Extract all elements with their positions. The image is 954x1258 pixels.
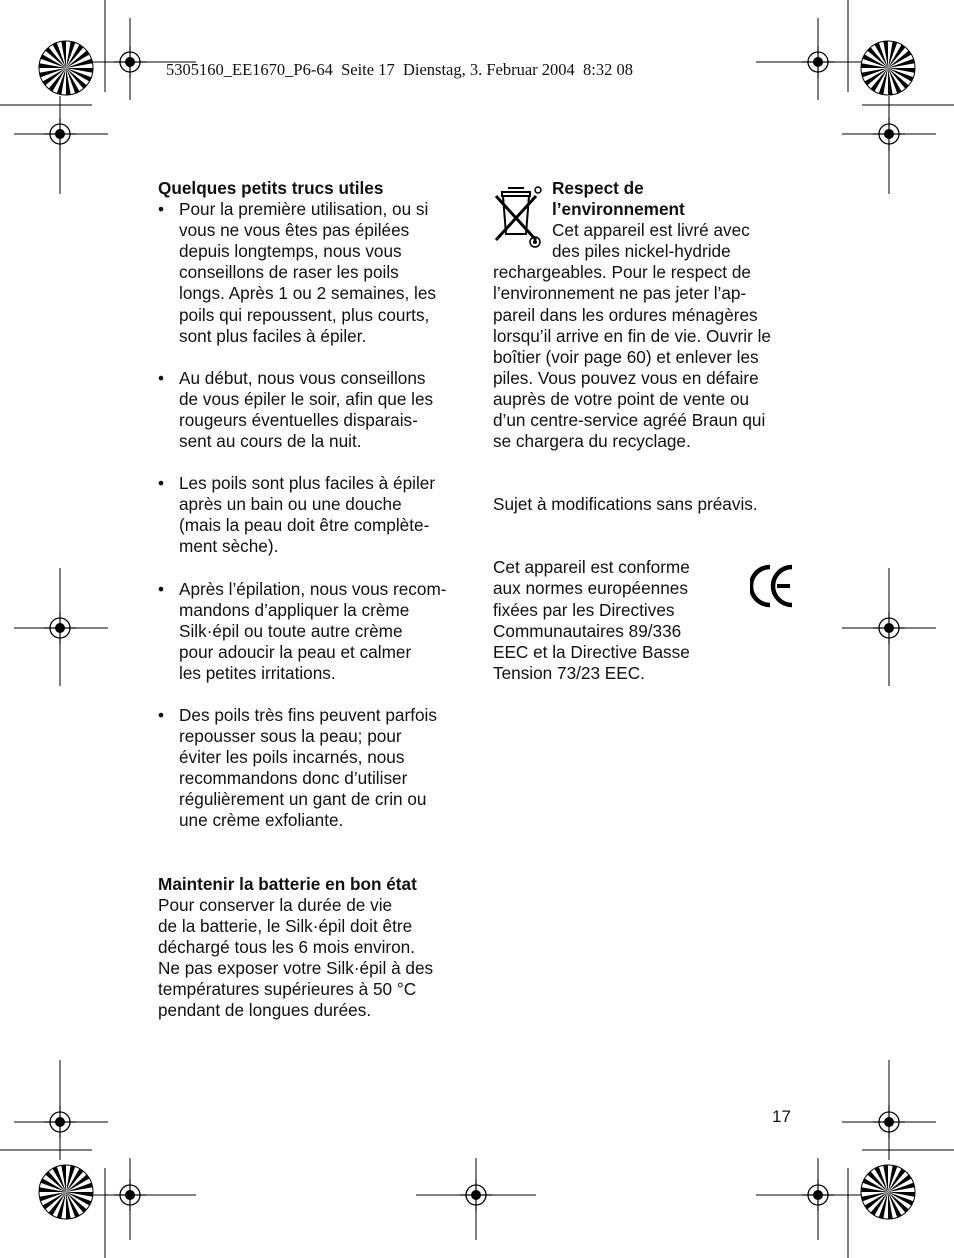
bullet-icon: • bbox=[158, 704, 165, 725]
text-line: Des poils très fins peuvent parfois bbox=[179, 704, 437, 725]
text-line: Silk·épil ou toute autre crème bbox=[179, 620, 403, 641]
text-line: Communautaires 89/336 bbox=[493, 620, 682, 641]
text-line: pour adoucir la peau et calmer bbox=[179, 641, 412, 662]
color-wheel-icon bbox=[861, 1165, 915, 1219]
text-line: aux normes européennes bbox=[493, 578, 688, 599]
bullet-icon: • bbox=[158, 578, 165, 599]
text-line: d’un centre-service agréé Braun qui bbox=[493, 410, 766, 431]
text-line: sent au cours de la nuit. bbox=[179, 431, 362, 452]
text-line: éviter les poils incarnés, nous bbox=[179, 747, 405, 768]
modifications-note: Sujet à modifications sans préavis. bbox=[493, 494, 758, 515]
text-line: l’environnement ne pas jeter l’ap- bbox=[493, 283, 747, 304]
bullet-icon: • bbox=[158, 473, 165, 494]
env-paragraph bbox=[493, 262, 803, 452]
text-line: mandons d’appliquer la crème bbox=[179, 599, 410, 620]
battery-paragraph bbox=[158, 895, 468, 1022]
tip-item bbox=[158, 579, 468, 684]
text-line: recommandons donc d’utiliser bbox=[179, 768, 408, 789]
tip-item bbox=[158, 199, 468, 347]
text-line: températures supérieures à 50 °C bbox=[158, 979, 417, 999]
tip-item bbox=[158, 473, 468, 557]
text-line: régulièrement un gant de crin ou bbox=[179, 789, 427, 810]
text-line: rougeurs éventuelles disparais- bbox=[179, 409, 418, 430]
text-line: pareil dans les ordures ménagères bbox=[493, 304, 758, 325]
text-line: repousser sous la peau; pour bbox=[179, 726, 402, 747]
text-line: conseillons de raser les poils bbox=[179, 262, 399, 283]
env-heading-line1: Respect de bbox=[552, 178, 644, 198]
text-line: Les poils sont plus faciles à épiler bbox=[179, 473, 436, 494]
text-line: Pour la première utilisation, ou si bbox=[179, 199, 429, 220]
text-line: Cet appareil est livré avec bbox=[552, 220, 750, 241]
text-line: de vous épiler le soir, afin que les bbox=[179, 388, 434, 409]
tip-item bbox=[158, 368, 468, 452]
left-column bbox=[158, 178, 468, 1021]
color-wheel-icon bbox=[861, 41, 915, 95]
text-line: Cet appareil est conforme bbox=[493, 557, 690, 578]
env-heading-line2: l’environnement bbox=[552, 199, 685, 220]
text-line: Pour conserver la durée de vie bbox=[158, 894, 393, 915]
text-line: piles. Vous pouvez vous en défaire bbox=[493, 367, 759, 388]
text-line: Tension 73/23 EEC. bbox=[493, 662, 645, 683]
bullet-icon: • bbox=[158, 367, 165, 388]
text-line: ment sèche). bbox=[179, 536, 279, 557]
text-line: une crème exfoliante. bbox=[179, 810, 344, 831]
text-line: se chargera du recyclage. bbox=[493, 431, 691, 452]
text-line: lorsqu’il arrive en fin de vie. Ouvrir le bbox=[493, 325, 771, 346]
tips-list bbox=[158, 199, 468, 831]
text-line: vous ne vous êtes pas épilées bbox=[179, 220, 410, 241]
battery-heading: Maintenir la batterie en bon état bbox=[158, 873, 417, 894]
crossed-bin-icon bbox=[494, 182, 544, 250]
text-line: Ne pas exposer votre Silk·épil à des bbox=[158, 957, 434, 978]
print-header: 5305160_EE1670_P6-64 Seite 17 Dienstag, 3. Februar 2004 8:32 08 bbox=[166, 60, 633, 79]
text-line: auprès de votre point de vente ou bbox=[493, 388, 750, 409]
text-line: déchargé tous les 6 mois environ. bbox=[158, 936, 415, 957]
ce-mark-icon bbox=[750, 563, 796, 609]
text-line: poils qui repoussent, plus courts, bbox=[179, 304, 430, 325]
text-line: Au début, nous vous conseillons bbox=[179, 367, 426, 388]
text-line: EEC et la Directive Basse bbox=[493, 641, 690, 662]
text-line: longs. Après 1 ou 2 semaines, les bbox=[179, 283, 437, 304]
text-line: rechargeables. Pour le respect de bbox=[493, 262, 751, 283]
color-wheel-icon bbox=[39, 1165, 93, 1219]
text-line: fixées par les Directives bbox=[493, 599, 675, 620]
text-line: boîtier (voir page 60) et enlever les bbox=[493, 346, 759, 367]
text-line: de la batterie, le Silk·épil doit être bbox=[158, 915, 413, 936]
text-line: après un bain ou une douche bbox=[179, 494, 402, 515]
text-line: pendant de longues durées. bbox=[158, 1000, 372, 1021]
tips-heading: Quelques petits trucs utiles bbox=[158, 178, 384, 198]
color-wheel-icon bbox=[39, 41, 93, 95]
text-line: sont plus faciles à épiler. bbox=[179, 325, 367, 346]
bullet-icon: • bbox=[158, 199, 165, 220]
text-line: depuis longtemps, nous vous bbox=[179, 241, 402, 262]
tip-item bbox=[158, 705, 468, 832]
text-line: les petites irritations. bbox=[179, 662, 336, 683]
text-line: des piles nickel-hydride bbox=[552, 241, 731, 262]
text-line: Après l’épilation, nous vous recom- bbox=[179, 578, 447, 599]
page-number: 17 bbox=[772, 1107, 791, 1126]
text-line: (mais la peau doit être complète- bbox=[179, 515, 430, 536]
